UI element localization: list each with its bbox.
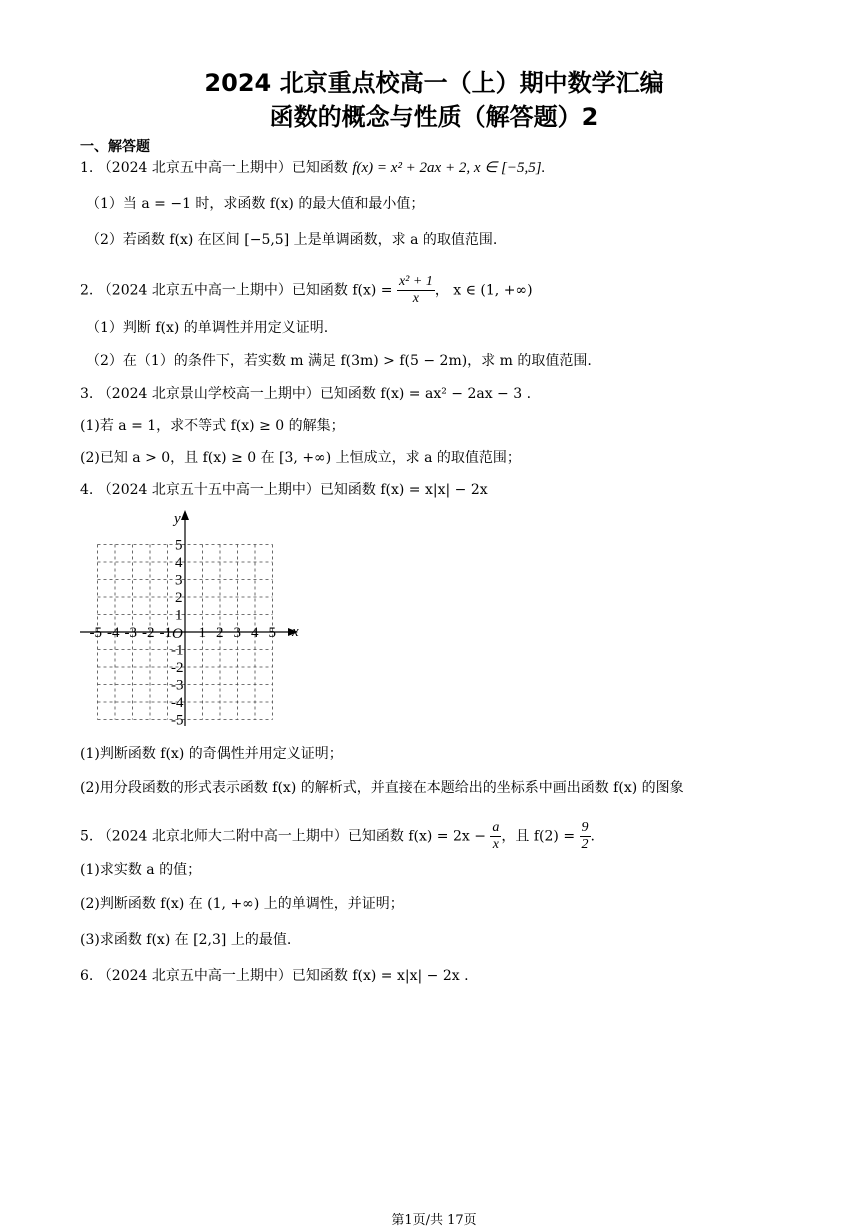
y-tick-label: 2: [175, 590, 183, 606]
problem-3-question-2: (2)已知 a > 0，且 f(x) ≥ 0 在 [3, +∞) 上恒成立，求 a 的取值范围；: [80, 450, 521, 466]
problem-4-question-2: (2)用分段函数的形式表示函数 f(x) 的解析式，并直接在本题给出的坐标系中画出函数 f(x) 的图象: [80, 780, 684, 796]
problem-5-fraction-value-numerator: 9: [581, 820, 589, 835]
y-tick-label: -5: [171, 712, 184, 729]
y-tick-label: -4: [171, 695, 184, 711]
problem-2-fraction-denominator: x: [412, 291, 419, 306]
x-tick-label: 1: [198, 625, 206, 641]
x-tick-label: -4: [107, 625, 120, 641]
problem-1-math: f(x) = x² + 2ax + 2, x ∈ [−5,5].: [352, 160, 546, 176]
problem-5-fraction-a-numerator: a: [492, 820, 500, 835]
problem-1-stem: [80, 158, 545, 178]
page-subtitle: 函数的概念与性质（解答题）2: [269, 103, 599, 131]
problem-5-question-2: (2)判断函数 f(x) 在 (1, +∞) 上的单调性，并证明；: [80, 896, 404, 912]
page-title: 2024 北京重点校高一（上）期中数学汇编: [204, 69, 664, 97]
x-axis-label: x: [292, 624, 299, 640]
problem-2-suffix: ， x ∈ (1, +∞): [434, 282, 533, 299]
x-tick-label: -2: [142, 625, 155, 641]
problem-6-stem: 6. （2024 北京五中高一上期中）已知函数 f(x) = x|x| − 2x .: [80, 968, 469, 984]
problem-5-fraction-value: [580, 820, 591, 853]
x-tick-label: -3: [124, 625, 137, 641]
y-tick-label: -3: [171, 677, 184, 694]
y-tick-label: 5: [175, 537, 183, 554]
section-heading: 一、解答题: [80, 139, 150, 155]
x-tick-label: 4: [251, 625, 259, 641]
y-tick-label: 3: [175, 572, 183, 589]
problem-5-question-1: (1)求实数 a 的值；: [80, 862, 202, 878]
origin-label: O: [172, 626, 183, 642]
y-tick-label: 4: [175, 555, 183, 571]
problem-5-fraction-value-denominator: 2: [581, 837, 589, 852]
y-tick-label: -2: [171, 660, 184, 676]
x-tick-label: -1: [159, 625, 172, 641]
problem-1-prefix: 1. （2024 北京五中高一上期中）已知函数: [80, 160, 353, 176]
y-tick-label: -1: [171, 642, 184, 659]
problem-1-question-2: （2）若函数 f(x) 在区间 [−5,5] 上是单调函数，求 a 的取值范围.: [86, 232, 498, 248]
x-tick-label: -5: [89, 625, 102, 641]
x-tick-label: 3: [233, 625, 241, 641]
problem-2-question-1: （1）判断 f(x) 的单调性并用定义证明.: [86, 320, 329, 336]
problem-2-fraction-numerator: x² + 1: [398, 274, 433, 289]
x-tick-label: 5: [268, 625, 276, 641]
problem-2-stem: [80, 274, 533, 307]
problem-5-fraction-a-denominator: x: [492, 837, 500, 852]
problem-5-mid: ，且 f(2) =: [501, 828, 580, 845]
x-tick-label: 2: [216, 625, 224, 641]
problem-5-suffix: .: [590, 828, 595, 845]
problem-4-stem: 4. （2024 北京五十五中高一上期中）已知函数 f(x) = x|x| − 2x: [80, 482, 488, 498]
problem-5-prefix: 5. （2024 北京北师大二附中高一上期中）已知函数 f(x) = 2x −: [80, 828, 491, 845]
problem-2-prefix: 2. （2024 北京五中高一上期中）已知函数 f(x) =: [80, 282, 397, 299]
problem-5-fraction-a: [490, 820, 501, 853]
problem-2-question-2: （2）在（1）的条件下，若实数 m 满足 f(3m) > f(5 − 2m)，求 m 的取值范围.: [86, 353, 592, 369]
y-tick-label: 1: [175, 607, 183, 624]
problem-5-stem: [80, 820, 595, 853]
problem-3-stem: 3. （2024 北京景山学校高一上期中）已知函数 f(x) = ax² − 2ax − 3 .: [80, 386, 532, 402]
problem-4-question-1: (1)判断函数 f(x) 的奇偶性并用定义证明；: [80, 746, 343, 762]
coordinate-grid: [78, 508, 308, 730]
problem-3-question-1: (1)若 a = 1，求不等式 f(x) ≥ 0 的解集；: [80, 418, 345, 434]
problem-2-fraction: [397, 274, 435, 307]
problem-5-question-3: (3)求函数 f(x) 在 [2,3] 上的最值.: [80, 932, 292, 948]
problem-1-question-1: （1）当 a = −1 时，求函数 f(x) 的最大值和最小值；: [86, 196, 425, 212]
y-axis-label: y: [174, 511, 181, 527]
y-axis-arrow: [181, 510, 189, 520]
page-footer: 第1页/共 17页: [391, 1213, 477, 1228]
